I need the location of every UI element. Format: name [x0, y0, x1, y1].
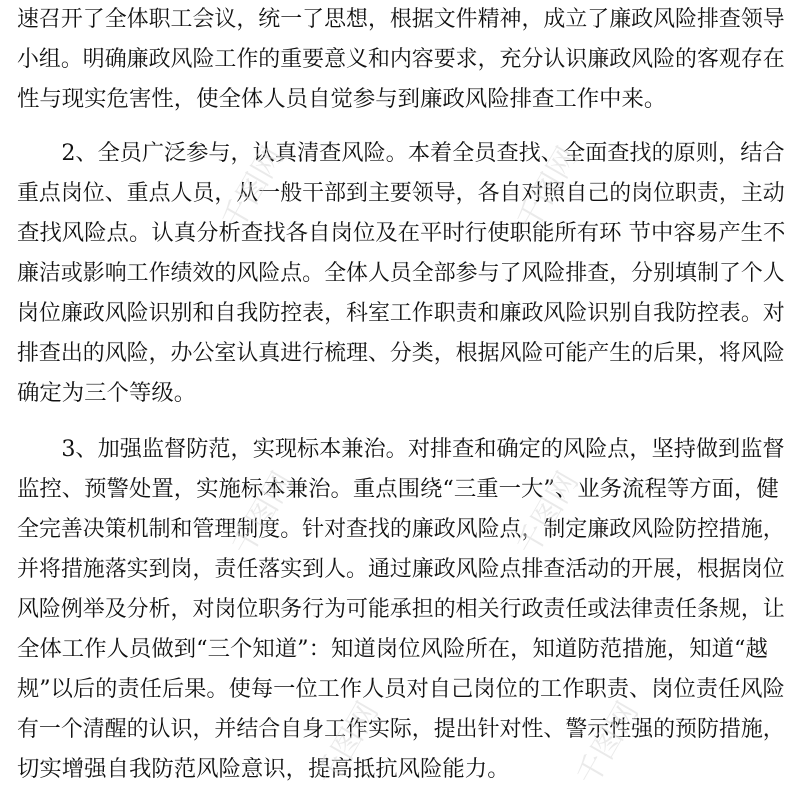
- watermark: 千图网: [510, 466, 586, 562]
- paragraph-3-line: 并将措施落实到岗，责任落实到人。通过廉政风险点排查活动的开展，根据岗位: [17, 556, 785, 582]
- paragraph-3-line: 有一个清醒的认识，并结合自身工作实际，提出针对性、警示性强的预防措施，: [17, 716, 785, 742]
- paragraph-3-line: 全体工作人员做到“三个知道”：知道岗位风险所在，知道防范措施，知道“越: [17, 636, 768, 662]
- paragraph-1-line: 小组。明确廉政风险工作的重要意义和内容要求，充分认识廉政风险的客观存在: [17, 46, 785, 72]
- watermark: 千图网: [225, 466, 301, 562]
- paragraph-2-line: 廉洁或影响工作绩效的风险点。全体人员全部参与了风险排查，分别填制了个人: [17, 260, 785, 286]
- watermark: 千图网: [215, 141, 291, 237]
- watermark: 千图网: [510, 141, 586, 237]
- paragraph-3-line: 规”以后的责任后果。使每一位工作人员对自己岗位的工作职责、岗位责任风险: [17, 676, 785, 702]
- watermark: 千图网: [310, 696, 386, 792]
- paragraph-2-line: 查找风险点。认真分析查找各自岗位及在平时行使职能所有环 节中容易产生不: [17, 220, 786, 246]
- paragraph-2-line: 排查出的风险，办公室认真进行梳理、分类，根据风险可能产生的后果，将风险: [17, 340, 785, 366]
- paragraph-1-line: 性与现实危害性，使全体人员自觉参与到廉政风险排查工作中来。: [17, 86, 667, 112]
- paragraph-3-line: 监控、预警处置，实施标本兼治。重点围绕“三重一大”、业务流程等方面，健: [17, 476, 779, 502]
- paragraph-3-line: 切实增强自我防范风险意识，提高抵抗风险能力。: [17, 756, 510, 782]
- paragraph-2-line: 岗位廉政风险识别和自我防控表，科室工作职责和廉政风险识别自我防控表。对: [17, 300, 785, 326]
- paragraph-2-line: 确定为三个等级。: [17, 380, 197, 406]
- paragraph-3-line: 3、加强监督防范，实现标本兼治。对排查和确定的风险点，坚持做到监督: [17, 436, 785, 462]
- paragraph-1-line: 速召开了全体职工会议，统一了思想，根据文件精神，成立了廉政风险排查领导: [17, 6, 785, 32]
- paragraph-2-line: 重点岗位、重点人员，从一般干部到主要领导，各自对照自己的岗位职责，主动: [17, 180, 785, 206]
- watermark: 千图网: [570, 696, 646, 792]
- paragraph-3-line: 全完善决策机制和管理制度。针对查找的廉政风险点，制定廉政风险防控措施，: [17, 516, 785, 542]
- paragraph-2-line: 2、全员广泛参与，认真清查风险。本着全员查找、全面查找的原则，结合: [17, 140, 785, 166]
- paragraph-3-line: 风险例举及分析，对岗位职务行为可能承担的相关行政责任或法律责任条规，让: [17, 596, 785, 622]
